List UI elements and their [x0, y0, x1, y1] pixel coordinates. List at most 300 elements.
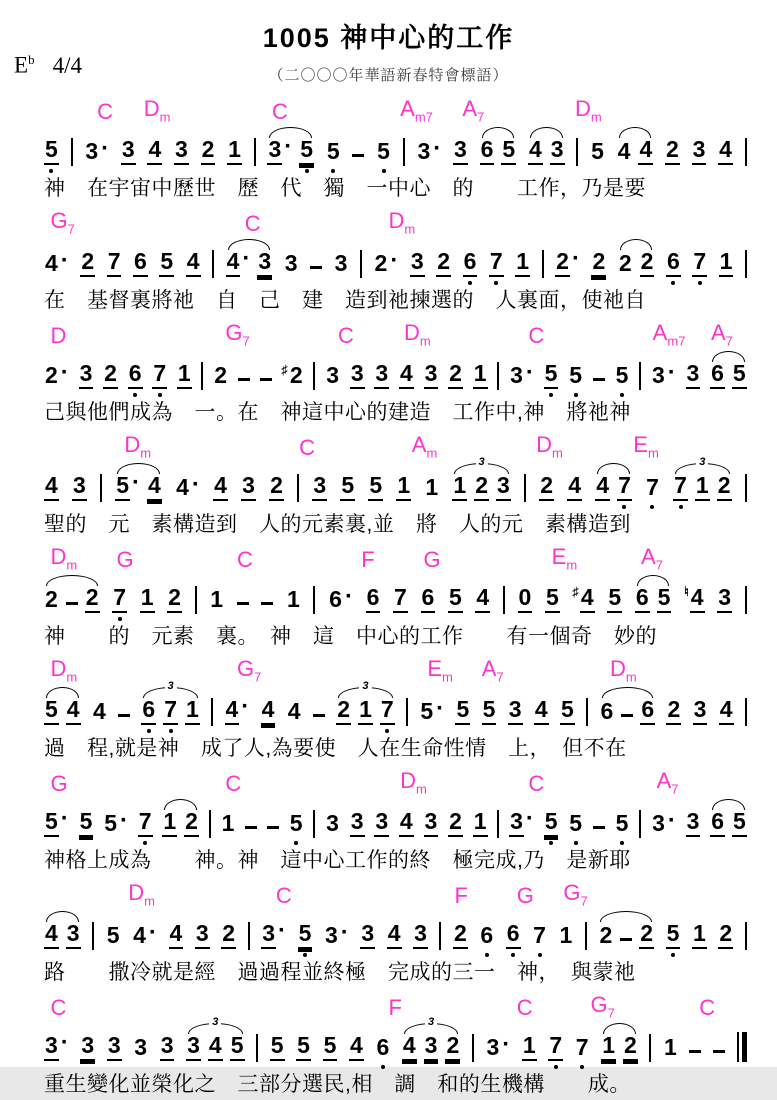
- note: [615, 364, 630, 397]
- chord-label: [51, 325, 67, 347]
- note-top: [269, 474, 284, 501]
- note-top: [473, 810, 488, 837]
- note-top: [103, 362, 118, 389]
- note: [213, 474, 228, 509]
- note-top: [106, 924, 121, 949]
- note: [572, 586, 594, 621]
- note-digit: 2: [448, 362, 463, 389]
- note-top: [448, 362, 463, 389]
- note-top: [508, 698, 523, 725]
- chord-quality: m: [416, 781, 427, 796]
- note-digit: 6: [666, 250, 681, 277]
- note: [186, 1034, 201, 1069]
- note-digit: 5: [368, 474, 383, 501]
- note-top: [666, 922, 681, 949]
- note-top: [528, 138, 543, 165]
- note: [539, 474, 554, 509]
- chord-root: C: [97, 99, 114, 124]
- note-top: [666, 698, 681, 725]
- note: [227, 138, 242, 173]
- chord-row: [0, 96, 777, 123]
- note-top: [560, 698, 575, 725]
- note-top: [92, 700, 107, 725]
- octave-dot-spacer: [601, 505, 605, 509]
- note-top: [133, 1036, 148, 1061]
- note: [501, 138, 516, 173]
- note-top: [534, 698, 549, 725]
- note: [174, 138, 189, 173]
- note: [692, 250, 707, 285]
- note-top: [568, 364, 583, 389]
- chord-quality: 7: [67, 221, 75, 236]
- note: [393, 586, 408, 621]
- note-digit: 3: [410, 250, 425, 277]
- note-top: [326, 140, 341, 165]
- note: [534, 698, 549, 733]
- note-digit: 5: [79, 810, 94, 837]
- note: [159, 250, 174, 285]
- note-digit: 5: [104, 810, 117, 836]
- chord-label: [117, 549, 134, 571]
- note-top: [366, 586, 381, 613]
- chord-root: C: [516, 995, 533, 1020]
- octave-dot-spacer: [126, 505, 130, 509]
- note-top: [227, 138, 242, 165]
- octave-dot-spacer: [668, 1065, 672, 1069]
- note: [473, 362, 488, 397]
- note: [448, 362, 463, 397]
- note-digit: 1: [559, 922, 573, 948]
- chord-label: [97, 101, 113, 123]
- note: [568, 364, 583, 397]
- chord-label: [423, 549, 440, 571]
- note: [399, 362, 414, 397]
- octave-dot-spacer: [363, 729, 367, 733]
- augmentation-dot: ·: [344, 583, 353, 610]
- chord-root: D: [124, 431, 141, 457]
- note: [618, 252, 633, 285]
- note-top: [489, 250, 504, 277]
- note: [66, 698, 81, 733]
- note: [424, 476, 439, 509]
- chord-label: [404, 319, 431, 348]
- note-top: [186, 1034, 201, 1061]
- note-top: [424, 1034, 439, 1061]
- augmentation-dot: ·: [242, 245, 251, 272]
- chord-label: [143, 95, 171, 124]
- note: [312, 474, 327, 509]
- note: [695, 474, 710, 509]
- octave-dot-spacer: [533, 169, 537, 173]
- note-digit: 4: [133, 922, 146, 948]
- note-digit: 1: [162, 810, 177, 837]
- note-top: [718, 922, 733, 949]
- time-signature: 4/4: [52, 52, 82, 78]
- note-top: [299, 138, 314, 165]
- note: [350, 362, 365, 397]
- chord-root: G: [225, 319, 243, 345]
- note-top: [455, 698, 470, 725]
- note: [508, 698, 523, 733]
- note: [195, 922, 210, 957]
- note-top: [213, 474, 228, 501]
- note-top: [545, 586, 560, 613]
- notation-row: [0, 123, 777, 173]
- low-octave-dot: [679, 505, 683, 509]
- slur-group: [710, 362, 747, 397]
- note: [261, 917, 286, 957]
- note-digit: 3: [261, 922, 276, 949]
- chord-root: C: [225, 771, 242, 796]
- note-digit: 5: [501, 138, 516, 165]
- note-top: [201, 138, 216, 165]
- note-digit: 1: [396, 474, 411, 501]
- note-top: [133, 250, 148, 277]
- chord-root: F: [388, 995, 402, 1020]
- dash-extension: [620, 938, 632, 941]
- notation-row: [0, 680, 777, 733]
- note-top: [453, 922, 468, 949]
- chord-root: C: [337, 323, 354, 348]
- note-top: [598, 924, 613, 949]
- note-digit: 4: [595, 474, 610, 501]
- chord-root: G: [563, 879, 581, 905]
- note: [692, 922, 707, 957]
- octave-dot-spacer: [737, 393, 741, 397]
- slur-group: [600, 698, 656, 733]
- note-digit: 3: [186, 1034, 201, 1061]
- note-digit: 1: [452, 474, 467, 501]
- chord-label: [481, 655, 504, 684]
- chord-root: D: [536, 431, 553, 457]
- note-top: [66, 922, 81, 949]
- note-digit: 5: [44, 810, 59, 837]
- barline: [403, 138, 405, 166]
- note-digit: 4: [213, 474, 228, 501]
- note: [375, 1036, 390, 1069]
- note-digit: 3: [360, 922, 375, 949]
- note-top: [453, 138, 468, 165]
- note: [479, 924, 494, 957]
- note-digit: 3: [496, 474, 511, 501]
- barline: [195, 586, 197, 614]
- note: [374, 810, 389, 845]
- barline: [745, 250, 747, 278]
- note: [289, 812, 304, 845]
- note-digit: 4: [399, 362, 414, 389]
- note: [475, 586, 490, 621]
- dash-extension: [593, 826, 605, 829]
- slur-group: [528, 138, 565, 173]
- tuplet-number: 3: [696, 457, 708, 468]
- chord-label: [128, 879, 155, 908]
- chord-label: [656, 767, 679, 796]
- note-top: [185, 698, 200, 725]
- note-digit: 5: [340, 474, 355, 501]
- note-digit: 5: [298, 922, 313, 949]
- note: [448, 586, 463, 621]
- octave-dot-spacer: [661, 841, 665, 845]
- barline: [248, 922, 250, 950]
- chord-root: F: [361, 547, 375, 572]
- note-digit: 3: [692, 138, 707, 165]
- note-digit: 5: [560, 698, 575, 725]
- note: [544, 362, 559, 397]
- slur-group: [601, 1034, 638, 1069]
- note-top: [640, 250, 655, 277]
- augmentation-dot: ·: [667, 807, 676, 834]
- note-digit: 1: [140, 586, 155, 613]
- note-digit: 2: [214, 362, 228, 388]
- system-line-6: [0, 656, 777, 764]
- sheet-header: [0, 12, 777, 96]
- tuplet-group: [673, 456, 731, 509]
- octave-dot-spacer: [700, 505, 704, 509]
- note: [657, 586, 672, 621]
- note: [482, 698, 497, 733]
- note-digit: 3: [350, 362, 365, 389]
- note-digit: 1: [185, 698, 200, 725]
- note-digit: 2: [539, 474, 554, 501]
- note-top: [479, 924, 494, 949]
- note: [568, 812, 583, 845]
- note-digit: 4: [44, 922, 59, 949]
- chord-label: [236, 655, 262, 684]
- note-top: [544, 810, 559, 837]
- octave-dot-spacer: [190, 841, 194, 845]
- note-digit: 3: [174, 138, 189, 165]
- note: [221, 812, 236, 845]
- note-digit: 3: [326, 362, 340, 388]
- note-digit: 7: [163, 698, 178, 725]
- note: [267, 133, 293, 173]
- note-top: [539, 474, 554, 501]
- note-top: [44, 805, 69, 837]
- system-line-1: [0, 96, 777, 204]
- note-digit: 6: [710, 810, 725, 837]
- note-top: [515, 250, 530, 277]
- note: [213, 364, 228, 397]
- note: [635, 586, 650, 621]
- note: [666, 250, 681, 285]
- note-digit: 4: [208, 1034, 223, 1061]
- note: [286, 588, 301, 621]
- natural-icon: ♮: [684, 584, 689, 599]
- chord-label: [400, 95, 433, 124]
- chord-row: [0, 544, 777, 571]
- note: [550, 138, 565, 173]
- slur-group: [44, 698, 81, 733]
- note: [607, 586, 622, 621]
- note-digit: 2: [717, 474, 732, 501]
- note: [296, 1034, 311, 1069]
- chord-label: [551, 543, 578, 572]
- note-digit: 2: [718, 922, 733, 949]
- slur-group: [618, 250, 655, 285]
- note-top: [44, 698, 59, 725]
- octave-dot-spacer: [451, 1065, 455, 1069]
- note-top: [663, 1036, 678, 1061]
- note-top: [387, 922, 402, 949]
- dash-extension: [238, 378, 250, 381]
- octave-dot-spacer: [90, 617, 94, 621]
- note: [673, 474, 688, 509]
- chord-root: G: [116, 547, 134, 572]
- note-top: [112, 586, 127, 613]
- note-top: [287, 700, 302, 725]
- chord-label: [338, 325, 354, 347]
- note-digit: 4: [617, 138, 631, 164]
- system-line-5: [0, 544, 777, 652]
- chord-label: [641, 543, 663, 572]
- octave-dot-spacer: [623, 281, 627, 285]
- chord-root: C: [299, 435, 316, 460]
- low-octave-dot: [650, 505, 654, 509]
- note: [328, 583, 353, 621]
- note-digit: 6: [421, 586, 436, 613]
- note-top: [296, 1034, 311, 1061]
- note: [595, 474, 610, 509]
- note-digit: 5: [289, 810, 303, 836]
- chord-quality: m: [159, 109, 171, 124]
- dash-extension: [689, 1050, 701, 1053]
- barline: [92, 922, 94, 950]
- augmentation-dot: ·: [278, 917, 286, 944]
- chord-row: [0, 208, 777, 235]
- dash-extension: [310, 266, 322, 269]
- augmentation-dot: ·: [525, 805, 534, 832]
- note-digit: 2: [555, 250, 570, 277]
- note-top: [693, 698, 708, 725]
- note-digit: 5: [159, 250, 174, 277]
- barline: [586, 698, 588, 726]
- note-top: [225, 693, 250, 725]
- chord-label: [50, 655, 78, 684]
- slur-group: [617, 138, 654, 173]
- note: [107, 250, 122, 285]
- note: [506, 922, 521, 957]
- note-digit: 5: [326, 138, 340, 164]
- note-digit: 4: [66, 698, 81, 725]
- notation-row: [0, 907, 777, 957]
- chord-root: D: [50, 323, 67, 348]
- octave-dot-spacer: [458, 505, 462, 509]
- octave-dot-spacer: [49, 953, 53, 957]
- chord-root: A: [481, 655, 497, 681]
- note-top: [600, 700, 615, 725]
- note-top: [44, 922, 59, 949]
- note-digit: 2: [453, 922, 468, 949]
- barline: [209, 810, 211, 838]
- note: [717, 474, 732, 509]
- notation-systems: [0, 96, 777, 1100]
- note: [684, 586, 704, 621]
- final-barline-thick: [742, 1032, 747, 1062]
- chord-root: G: [50, 771, 68, 796]
- chord-quality: m: [66, 557, 78, 572]
- chord-label: [272, 101, 288, 123]
- note: [284, 252, 299, 285]
- octave-dot-spacer: [691, 393, 695, 397]
- note: [298, 922, 313, 957]
- dash-extension: [260, 378, 272, 381]
- note-digit: 6: [376, 1034, 390, 1060]
- chord-label: [574, 95, 602, 124]
- note-top: [717, 586, 732, 613]
- note-top: [80, 250, 95, 277]
- note: [208, 1034, 223, 1069]
- chord-quality: m: [625, 669, 637, 684]
- note: [44, 1029, 69, 1069]
- octave-dot-spacer: [49, 729, 53, 733]
- note-top: [270, 1034, 285, 1061]
- note-digit: 3: [413, 922, 428, 949]
- note-digit: 4: [169, 922, 184, 949]
- note-digit: 3: [257, 250, 272, 277]
- note-top: [374, 362, 389, 389]
- note-digit: 1: [425, 474, 439, 500]
- note-digit: 4: [638, 138, 653, 165]
- note: [600, 700, 615, 733]
- barline: [297, 474, 299, 502]
- note: [72, 474, 87, 509]
- note-top: [298, 922, 313, 949]
- augmentation-dot: ·: [436, 695, 445, 722]
- note: [480, 138, 495, 173]
- note-top: [399, 362, 414, 389]
- octave-dot-spacer: [213, 1065, 217, 1069]
- note-top: [416, 135, 442, 165]
- chord-row: [0, 656, 777, 683]
- note: [663, 1036, 678, 1069]
- lyrics-line: 神 在宇宙中歷世 歷 代 獨 一中心 的 工作，乃是要: [44, 177, 646, 200]
- note: [638, 138, 653, 173]
- note-top: [695, 474, 710, 501]
- chord-quality: m: [404, 221, 416, 236]
- lyrics-line: 聖的 元 素構造到 人的元素裏,並 將 人的元 素構造到: [44, 513, 631, 536]
- notation-row: [0, 571, 777, 621]
- barline: [254, 138, 256, 166]
- note: [617, 140, 632, 173]
- note-top: [375, 1036, 390, 1061]
- note: [44, 247, 69, 285]
- note: [486, 1031, 511, 1069]
- note-top: [160, 1034, 175, 1061]
- chord-root: D: [404, 319, 420, 345]
- note-digit: 3: [424, 810, 439, 837]
- note-top: [167, 586, 182, 613]
- chord-root: E: [427, 655, 443, 681]
- note: [424, 810, 439, 845]
- note: [141, 698, 156, 733]
- lyrics-line: 在 基督裏將祂 自 己 建 造到祂揀選的 人裏面，使祂自: [44, 289, 646, 312]
- note-digit: 3: [267, 138, 282, 165]
- note: [44, 474, 59, 509]
- note-digit: 4: [690, 586, 705, 613]
- note-digit: 1: [601, 1034, 616, 1061]
- note-top: [474, 474, 489, 501]
- chord-label: [536, 431, 563, 460]
- low-octave-dot: [305, 169, 309, 173]
- note: [299, 138, 314, 173]
- note: [201, 138, 216, 173]
- low-octave-dot: [671, 953, 675, 957]
- note-top: [393, 586, 408, 613]
- note-top: [486, 1031, 511, 1061]
- chord-quality: 7: [496, 669, 504, 684]
- note: [732, 362, 747, 397]
- octave-dot-spacer: [716, 393, 720, 397]
